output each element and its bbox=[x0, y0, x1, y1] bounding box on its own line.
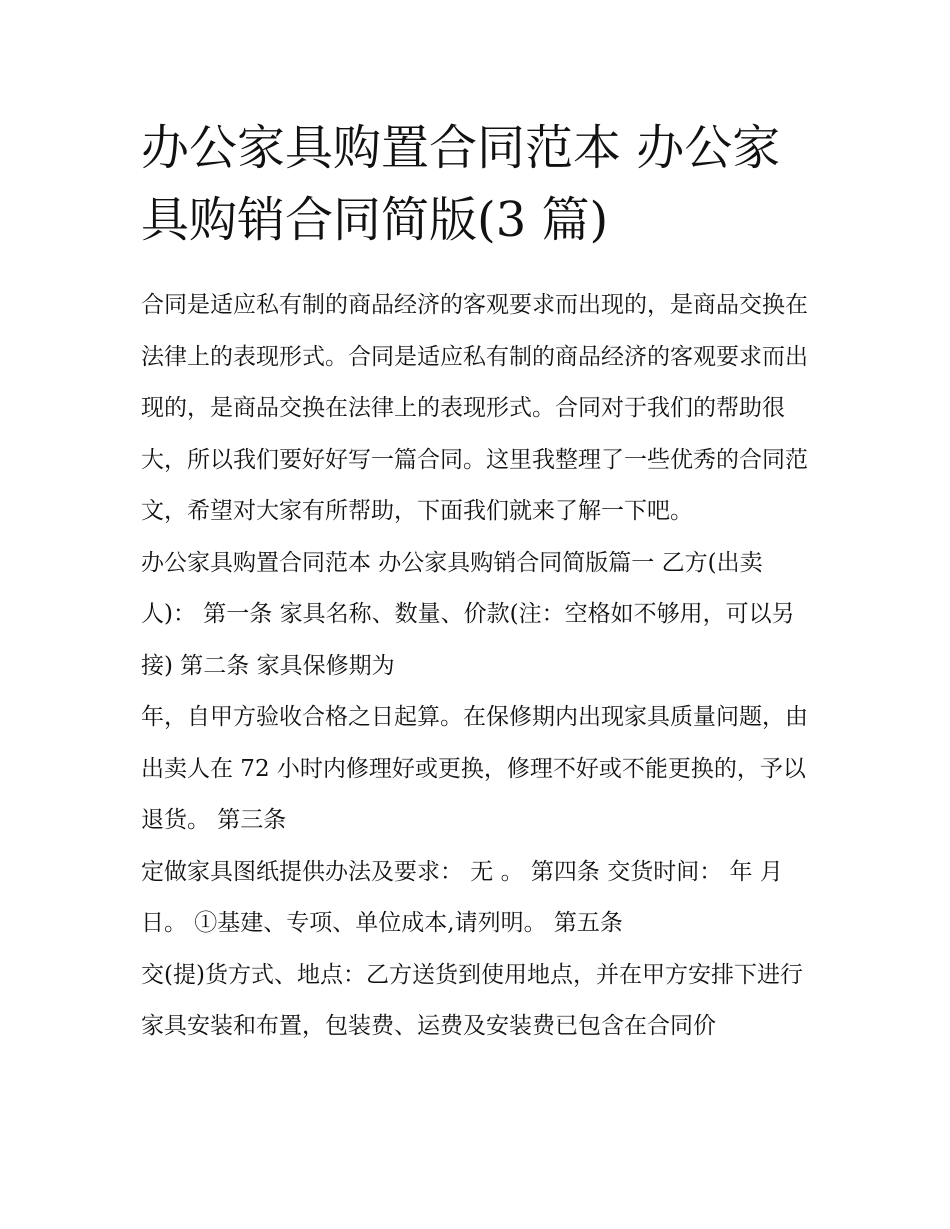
paragraph-warranty: 年，自甲方验收合格之日起算。在保修期内出现家具质量问题，由出卖人在 72 小时内修理好或更换，修理不好或不能更换的，予以退货。 第三条 bbox=[141, 704, 808, 833]
paragraph-delivery-method: 交(提)货方式、地点：乙方送货到使用地点，并在甲方安排下进行家具安装和布置，包装费、运费及安装费已包含在合同价 bbox=[141, 961, 803, 1039]
document-title: 办公家具购置合同范本 办公家具购销合同简版(3 篇) bbox=[141, 120, 781, 248]
paragraph-article-1-2: 办公家具购置合同范本 办公家具购销合同简版篇一 乙方(出卖人)： 第一条 家具名称、数量、价款(注：空格如不够用，可以另接) 第二条 家具保修期为 bbox=[141, 549, 795, 679]
paragraph-intro: 合同是适应私有制的商品经济的客观要求而出现的，是商品交换在法律上的表现形式。合同是适应私有制的商品经济的客观要求而出现的，是商品交换在法律上的表现形式。合同对于我们的帮助很大，所以我们要好好写一篇合同。这里我整理了一些优秀的合同范文，希望对大家有所帮助，下面我们就来了解一下吧。 bbox=[141, 292, 808, 524]
document-body bbox=[141, 280, 813, 1053]
paragraph-delivery-time: 定做家具图纸提供办法及要求： 无 。 第四条 交货时间： 年 月 日。 ①基建、专项、单位成本,请列明。 第五条 bbox=[141, 858, 783, 936]
document-page bbox=[141, 112, 813, 1053]
